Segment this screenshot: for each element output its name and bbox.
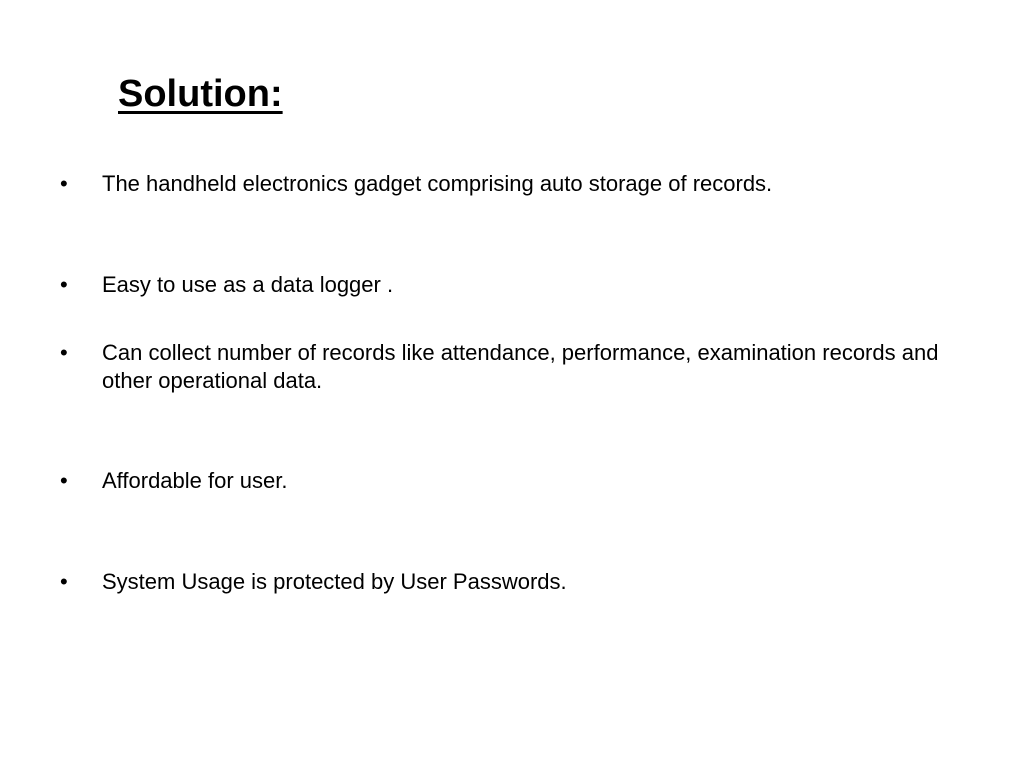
bullet-item	[58, 568, 958, 596]
bullet-text: Can collect number of records like attendance, performance, examination records and other operational data.	[102, 340, 939, 393]
bullet-item	[58, 170, 958, 198]
bullet-item	[58, 271, 958, 299]
bullet-dot-icon: •	[60, 569, 68, 594]
bullet-item	[58, 339, 958, 395]
bullet-dot-icon: •	[60, 171, 68, 196]
bullet-text: System Usage is protected by User Passwords.	[102, 569, 567, 594]
bullet-text: The handheld electronics gadget comprising auto storage of records.	[102, 171, 773, 196]
bullet-text: Easy to use as a data logger .	[102, 272, 394, 297]
slide-title: Solution:	[118, 73, 283, 115]
bullet-dot-icon: •	[60, 272, 68, 297]
bullet-dot-icon: •	[60, 340, 68, 365]
bullet-item	[58, 467, 958, 495]
bullet-dot-icon: •	[60, 468, 68, 493]
bullet-text: Affordable for user.	[102, 468, 288, 493]
